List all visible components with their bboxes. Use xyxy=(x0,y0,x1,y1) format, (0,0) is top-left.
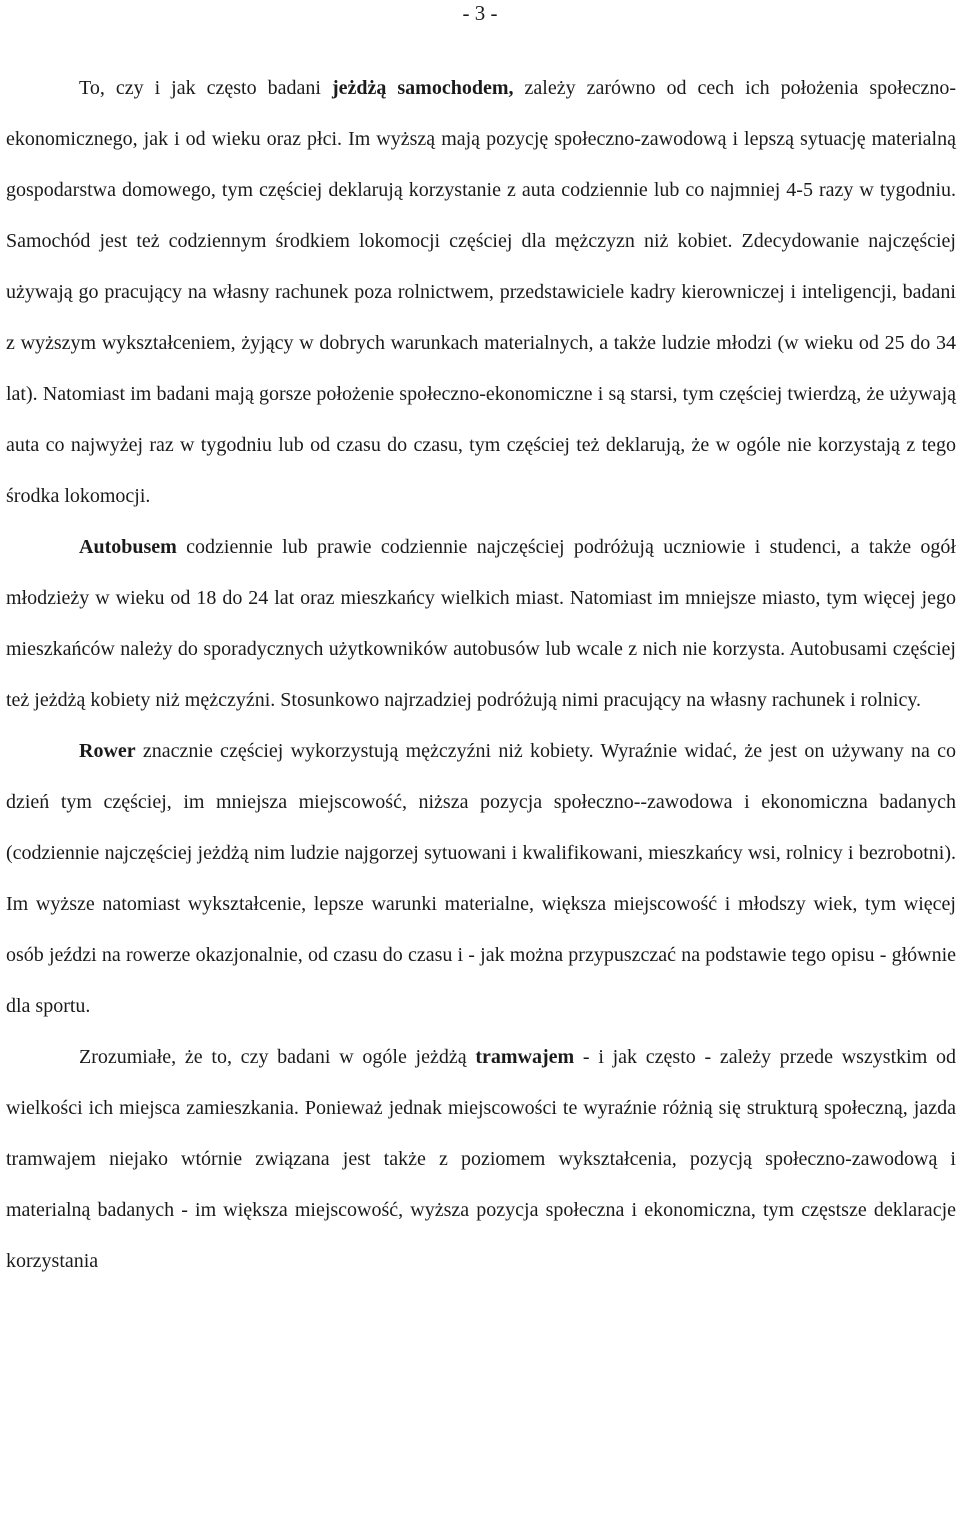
text-run: To, czy i jak często badani xyxy=(79,77,332,99)
text-run: codziennie lub prawie codziennie najczęściej podróżują uczniowie i studenci, a także ogół młodzieży w wieku od 18 do 24 lat oraz mieszkańcy wielkich miast. Natomiast im mniejsze miasto, tym więcej jego mieszkańców należy do sporadycznych użytkowników autobusów lub wcale z nich nie korzysta. Autobusami częściej też jeżdżą kobiety niż mężczyźni. Stosunkowo najrzadziej podróżują nimi pracujący na własny rachunek i rolnicy. xyxy=(6,536,956,711)
paragraph-car xyxy=(6,63,956,522)
text-run: Zrozumiałe, że to, czy badani w ogóle jeżdżą xyxy=(79,1046,476,1068)
document-body xyxy=(6,63,956,1287)
paragraph-bicycle xyxy=(6,726,956,1032)
paragraph-tram xyxy=(6,1032,956,1287)
text-run: zależy zarówno od cech ich położenia społeczno-ekonomicznego, jak i od wieku oraz płci. Im wyższą mają pozycję społeczno-zawodową i lepszą sytuację materialną gospodarstwa domowego, tym częściej deklarują korzystanie z auta codziennie lub co najmniej 4-5 razy w tygodniu. Samochód jest też codziennym środkiem lokomocji częściej dla mężczyzn niż kobiet. Zdecydowanie najczęściej używają go pracujący na własny rachunek poza rolnictwem, przedstawiciele kadry kierowniczej i inteligencji, badani z wyższym wykształceniem, żyjący w dobrych warunkach materialnych, a także ludzie młodzi (w wieku od 25 do 34 lat). Natomiast im badani mają gorsze położenie społeczno-ekonomiczne i są starsi, tym częściej twierdzą, że używają auta co najwyżej raz w tygodniu lub od czasu do czasu, tym częściej też deklarują, że w ogóle nie korzystają z tego środka lokomocji. xyxy=(6,77,956,507)
keyword-car: jeżdżą samochodem, xyxy=(331,77,514,99)
page-number: - 3 - xyxy=(462,1,498,25)
text-run: - i jak często - zależy przede wszystkim od wielkości ich miejsca zamieszkania. Ponieważ jednak miejscowości te wyraźnie różnią się strukturą społeczną, jazda tramwajem niejako wtórnie związana jest także z poziomem wykształcenia, pozycją społeczno-zawodową i materialną badanych - im większa miejscowość, wyższa pozycja społeczna i ekonomiczna, tym częstsze deklaracje korzystania xyxy=(6,1046,956,1272)
text-run: znacznie częściej wykorzystują mężczyźni niż kobiety. Wyraźnie widać, że jest on używany na co dzień tym częściej, im mniejsza miejscowość, niższa pozycja społeczno--zawodowa i ekonomiczna badanych (codziennie najczęściej jeżdżą nim ludzie najgorzej sytuowani i kwalifikowani, mieszkańcy wsi, rolnicy i bezrobotni). Im wyższe natomiast wykształcenie, lepsze warunki materialne, większa miejscowość i młodszy wiek, tym więcej osób jeździ na rowerze okazjonalnie, od czasu do czasu i - jak można przypuszczać na podstawie tego opisu - głównie dla sportu. xyxy=(6,740,956,1017)
keyword-tram: tramwajem xyxy=(475,1046,575,1068)
keyword-bus: Autobusem xyxy=(79,536,177,558)
paragraph-bus xyxy=(6,522,956,726)
keyword-bicycle: Rower xyxy=(79,740,136,762)
